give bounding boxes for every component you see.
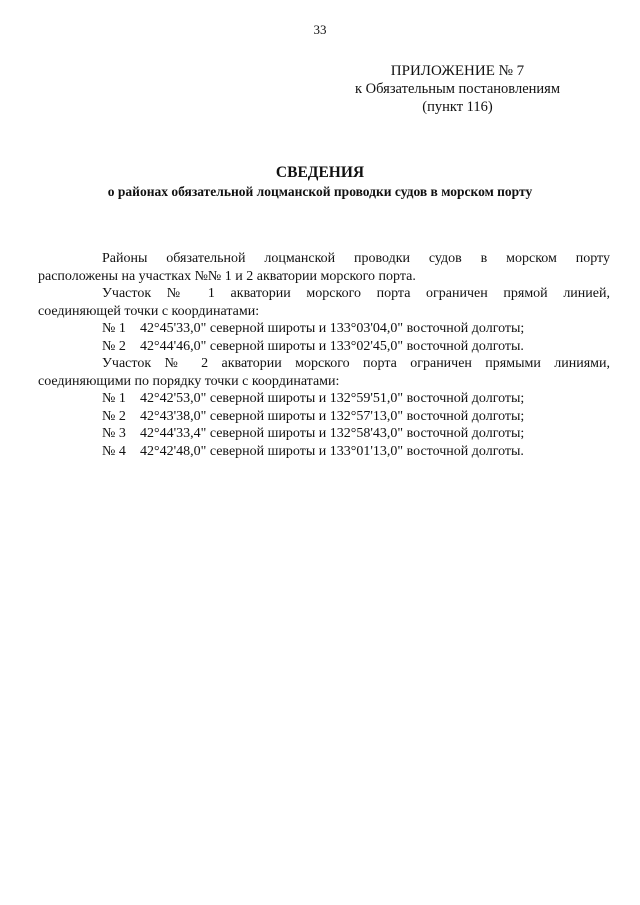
document-body [38,250,610,460]
section-2-point-3 [102,425,610,443]
heading-title: СВЕДЕНИЯ [275,164,365,181]
point-number: № 3 [102,426,126,441]
point-number: № 1 [102,321,126,336]
paragraph-intro-line1: Районы обязательной лоцманской проводки судов в морском порту [102,251,610,266]
appendix-reference: к Обязательным постановлениям [355,81,560,97]
point-coordinates: 42°44'33,4" северной широты и 132°58'43,0" восточной долготы; [140,426,525,441]
point-number: № 2 [102,338,126,354]
point-coordinates: 42°44'46,0" северной широты и 133°02'45,0" восточной долготы. [140,338,524,354]
point-coordinates: 42°43'38,0" северной широты и 132°57'13,0" восточной долготы; [140,408,525,424]
section-1-line1: Участок № 1 акватории морского порта ограничен прямой линией, [102,286,610,301]
section-1-point-2 [102,338,610,356]
section-1 [38,285,610,320]
section-2 [38,355,610,390]
paragraph-intro [38,250,610,285]
point-number: № 4 [102,443,126,459]
section-2-point-4 [102,443,610,461]
paragraph-intro-line2: расположены на участках №№ 1 и 2 акватории морского порта. [38,268,416,284]
point-coordinates: 42°42'48,0" северной широты и 133°01'13,0" восточной долготы. [140,443,524,459]
appendix-clause: (пункт 116) [422,99,493,115]
section-2-line2: соединяющими по порядку точки с координатами: [38,373,340,389]
point-coordinates: 42°42'53,0" северной широты и 132°59'51,0" восточной долготы; [140,391,525,406]
section-2-line1: Участок № 2 акватории морского порта ограничен прямыми линиями, [102,356,610,371]
point-number: № 1 [102,391,126,406]
point-number: № 2 [102,408,126,424]
page-number: 33 [313,22,327,37]
section-1-line2: соединяющей точки с координатами: [38,303,260,319]
section-1-point-1 [102,320,610,338]
section-2-point-1 [102,390,610,408]
appendix-header [355,62,560,116]
point-coordinates: 42°45'33,0" северной широты и 133°03'04,0" восточной долготы; [140,321,525,336]
section-2-point-2 [102,408,610,426]
document-heading [0,163,640,201]
heading-subtitle: о районах обязательной лоцманской проводки судов в морском порту [107,184,533,199]
appendix-title: ПРИЛОЖЕНИЕ № 7 [390,63,525,79]
